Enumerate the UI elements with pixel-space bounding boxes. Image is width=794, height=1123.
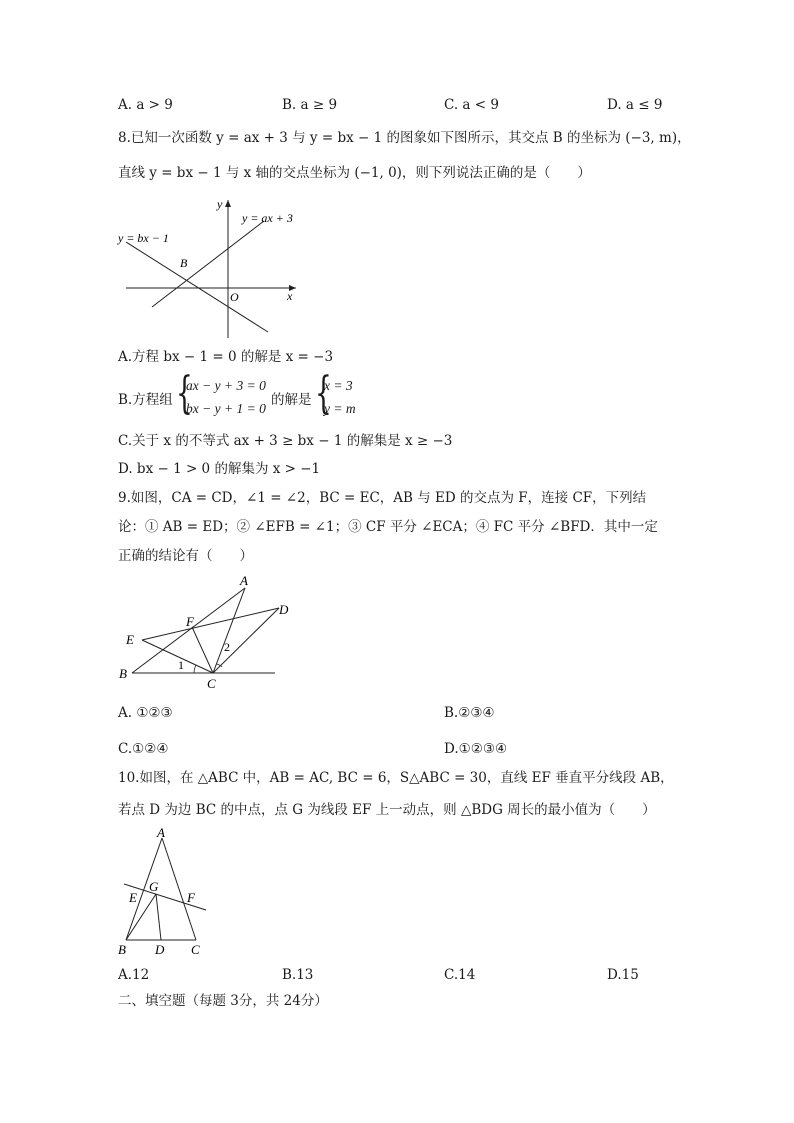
q8-option-b-brace-right: { bbox=[315, 368, 332, 419]
q10-figure bbox=[112, 824, 222, 960]
label-c: C bbox=[207, 676, 216, 691]
q7-option-c: C. a < 9 bbox=[444, 97, 499, 113]
q9-option-c: C.①②④ bbox=[118, 741, 169, 757]
q8-option-a: A.方程 bx − 1 = 0 的解是 x = −3 bbox=[118, 349, 334, 365]
x-axis-label: x bbox=[287, 289, 293, 303]
q9-option-b: B.②③④ bbox=[444, 705, 495, 721]
q8-option-b-prefix: B.方程组 bbox=[118, 392, 173, 408]
label-a: A bbox=[157, 825, 165, 840]
q8-option-b-sol2: y = m bbox=[324, 401, 356, 416]
label-b: B bbox=[119, 666, 127, 681]
q8-option-b-mid: 的解是 bbox=[271, 392, 312, 408]
q9-option-d: D.①②③④ bbox=[444, 741, 508, 757]
label-e: E bbox=[129, 890, 137, 905]
q9-stem-line3: 正确的结论有（ ） bbox=[118, 548, 253, 564]
q9-figure bbox=[112, 570, 292, 692]
q8-option-b-sys1: ax − y + 3 = 0 bbox=[186, 378, 266, 393]
q8-option-c: C.关于 x 的不等式 ax + 3 ≥ bx − 1 的解集是 x ≥ −3 bbox=[118, 433, 453, 449]
label-a: A bbox=[240, 573, 248, 588]
q9-option-a: A. ①②③ bbox=[118, 705, 173, 721]
q10-option-d: D.15 bbox=[607, 967, 639, 983]
label-f: F bbox=[187, 890, 195, 905]
q8-option-d: D. bx − 1 > 0 的解集为 x > −1 bbox=[118, 461, 321, 477]
line-bx-minus-1 bbox=[126, 242, 268, 332]
q8-figure bbox=[112, 194, 312, 344]
y-axis-label: y bbox=[217, 197, 223, 211]
label-d: D bbox=[155, 942, 165, 957]
line1-label: y = ax + 3 bbox=[242, 211, 293, 225]
q9-stem-line1: 9.如图，CA = CD，∠1 = ∠2，BC = EC，AB 与 ED 的交点为 F，连接 CF，下列结 bbox=[118, 490, 647, 506]
q10-option-b: B.13 bbox=[282, 967, 314, 983]
q8-option-b-sys2: bx − y + 1 = 0 bbox=[186, 401, 266, 416]
label-e: E bbox=[126, 632, 134, 647]
label-c: C bbox=[191, 942, 200, 957]
q8-option-b-brace-left: { bbox=[176, 368, 193, 419]
q8-stem-line2: 直线 y = bx − 1 与 x 轴的交点坐标为 (−1, 0)，则下列说法正确的是（ ） bbox=[118, 165, 591, 181]
q10-stem-line2: 若点 D 为边 BC 的中点，点 G 为线段 EF 上一动点，则 △BDG 周长的最小值为（ ） bbox=[118, 802, 656, 818]
q10-option-a: A.12 bbox=[118, 967, 150, 983]
q10-option-c: C.14 bbox=[444, 967, 476, 983]
label-f: F bbox=[186, 614, 194, 629]
origin-label: O bbox=[230, 290, 239, 304]
line2-label: y = bx − 1 bbox=[118, 231, 169, 245]
q8-option-b-sol1: x = 3 bbox=[324, 378, 353, 393]
q8-stem-line1: 8.已知一次函数 y = ax + 3 与 y = bx − 1 的图象如下图所示，其交点 B 的坐标为 (−3, m)， bbox=[118, 130, 691, 146]
q10-stem-line1: 10.如图，在 △ABC 中，AB = AC, BC = 6，S△ABC = 30，直线 EF 垂直平分线段 AB， bbox=[118, 770, 674, 786]
point-b-label: B bbox=[180, 256, 188, 270]
label-angle2: 2 bbox=[224, 640, 230, 654]
label-angle1: 1 bbox=[178, 658, 184, 672]
q7-option-b: B. a ≥ 9 bbox=[282, 97, 338, 113]
label-b: B bbox=[118, 942, 126, 957]
q7-option-a: A. a > 9 bbox=[118, 97, 173, 113]
label-d: D bbox=[279, 602, 289, 617]
q9-stem-line2: 论：① AB = ED；② ∠EFB = ∠1；③ CF 平分 ∠ECA；④ FC 平分 ∠BFD．其中一定 bbox=[118, 519, 658, 535]
q7-option-d: D. a ≤ 9 bbox=[607, 97, 663, 113]
section2-heading: 二、填空题（每题 3分，共 24分） bbox=[118, 993, 328, 1009]
label-g: G bbox=[149, 879, 159, 894]
